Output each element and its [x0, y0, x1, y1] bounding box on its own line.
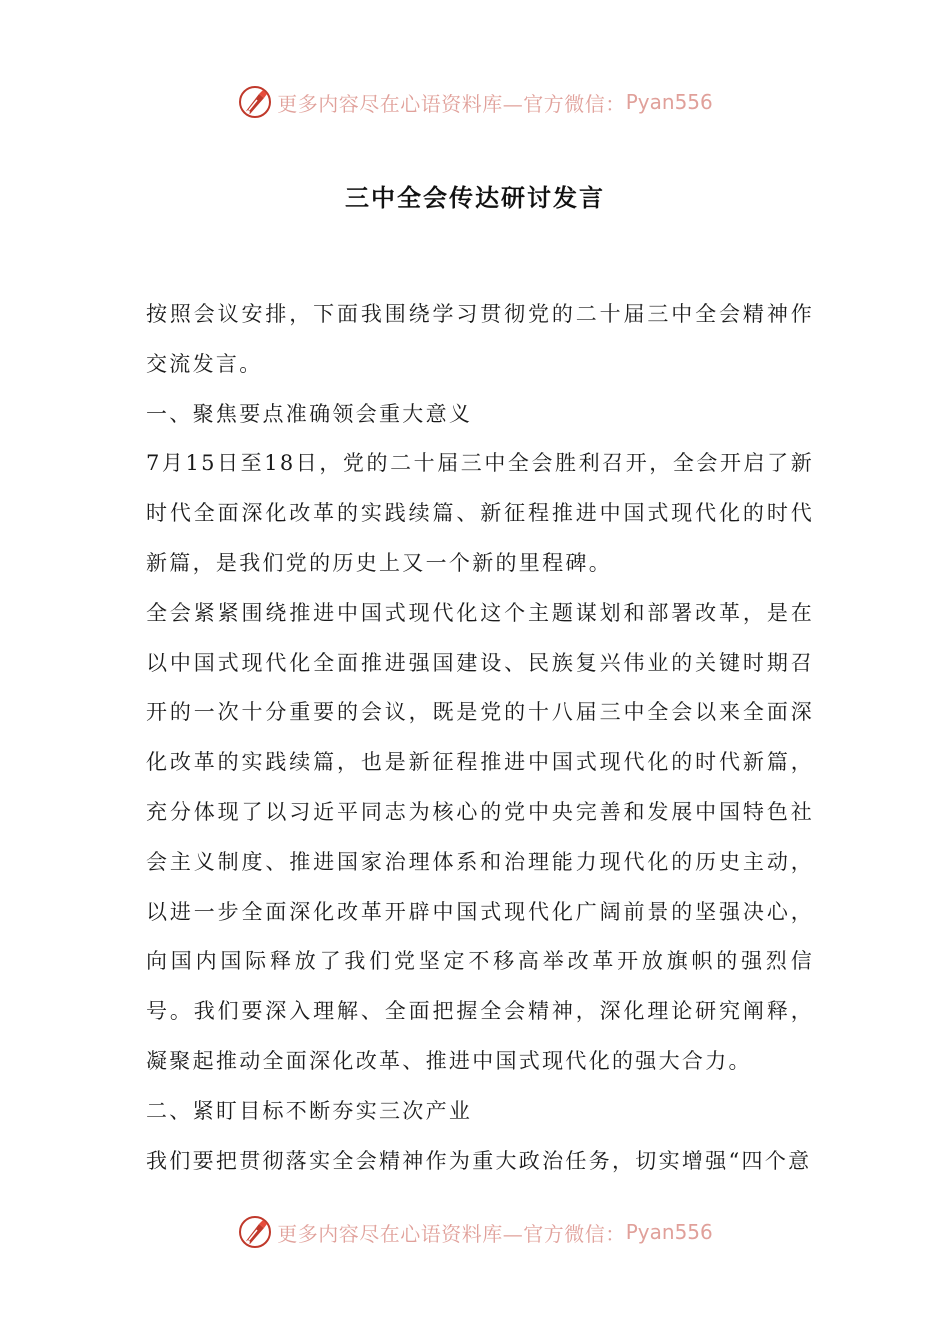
watermark-header	[0, 78, 950, 126]
section-heading: 二、紧盯目标不断夯实三次产业	[146, 1098, 473, 1123]
paragraph: 全会紧紧围绕推进中国式现代化这个主题谋划和部署改革，是在以中国式现代化全面推进强国建设、民族复兴伟业的关键时期召开的一次十分重要的会议，既是党的十八届三中全会以来全面深化改革的实践续篇，也是新征程推进中国式现代化的时代新篇，充分体现了以习近平同志为核心的党中央完善和发展中国特色社会主义制度、推进国家治理体系和治理能力现代化的历史主动，以进一步全面深化改革开辟中国式现代化广阔前景的坚强决心，向国内国际释放了我们党坚定不移高举改革开放旗帜的强烈信号。我们要深入理解、全面把握全会精神，深化理论研究阐释，凝聚起推动全面深化改革、推进中国式现代化的强大合力。	[146, 600, 814, 1073]
paragraph: 我们要把贯彻落实全会精神作为重大政治任务，切实增强“四个意	[146, 1148, 812, 1173]
document-body	[146, 290, 814, 1186]
paragraph: 按照会议安排，下面我围绕学习贯彻党的二十届三中全会精神作交流发言。	[146, 302, 814, 376]
watermark-code: Pyan556	[625, 1220, 713, 1244]
fountain-pen-nib-icon	[237, 84, 273, 120]
watermark-text: 更多内容尽在心语资料库—官方微信：	[277, 91, 626, 116]
watermark-footer	[0, 1208, 950, 1256]
watermark-text: 更多内容尽在心语资料库—官方微信：	[277, 1221, 626, 1246]
section-heading: 一、聚焦要点准确领会重大意义	[146, 401, 473, 426]
paragraph: 7月15日至18日，党的二十届三中全会胜利召开，全会开启了新时代全面深化改革的实践续篇、新征程推进中国式现代化的时代新篇，是我们党的历史上又一个新的里程碑。	[146, 451, 814, 575]
watermark-code: Pyan556	[625, 90, 713, 114]
fountain-pen-nib-icon	[237, 1214, 273, 1250]
document-title: 三中全会传达研讨发言	[345, 183, 605, 212]
